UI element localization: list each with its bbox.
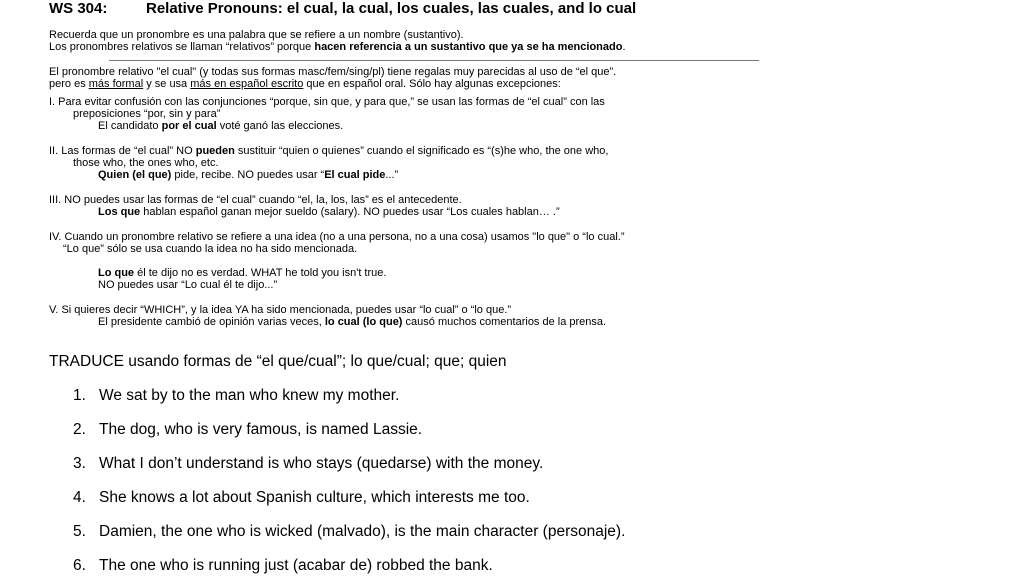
rule-1-example-bold: por el cual [161,120,217,132]
rule-2-example-d: ...” [385,169,399,181]
divider-rule [109,60,759,61]
traduce-heading: TRADUCE usando formas de “el que/cual”; lo que/cual; que; quien [49,353,507,370]
rule-5-example-a: El presidente cambió de opinión varias veces, [98,316,325,328]
exercise-number: 2. [73,421,86,438]
intro-line-2-bold: hacen referencia a un sustantivo que ya se ha mencionado [314,41,623,53]
exercise-item [73,523,625,541]
rule-3-example [98,206,560,219]
exercise-text: We sat by to the man who knew my mother. [99,387,400,404]
exercise-item [73,387,399,405]
rule-1-line-1: I. Para evitar confusión con las conjunciones “porque, sin que, y para que,” se usan las formas de “el cual” con las [49,96,605,108]
exercise-text: The dog, who is very famous, is named Lassie. [99,421,423,438]
rule-1-example-c: voté ganó las elecciones. [216,120,344,132]
general-line-2 [49,78,561,91]
intro-line-2-end: . [622,41,626,53]
rule-2-example [98,169,398,182]
exercise-number: 4. [73,489,86,506]
intro-line-2-text: Los pronombres relativos se llaman “relativos” porque [49,41,315,53]
general-text-a: pero es [49,78,89,90]
rule-3-example-bold: Los que [98,206,141,218]
intro-line-2 [49,41,626,54]
worksheet-code: WS 304: [49,0,108,17]
rule-2-bold: pueden [195,145,235,157]
exercise-text: Damien, the one who is wicked (malvado), is the main character (personaje). [99,523,626,540]
exercise-number: 3. [73,455,86,472]
rule-1-line-2: preposiciones “por, sin y para” [73,108,221,120]
rule-1-example [98,120,343,133]
exercise-item [73,489,530,507]
rule-4-line-1: IV. Cuando un pronombre relativo se refiere a una idea (no a una persona, no a una cosa) usamos "lo que" o “lo cual.” [49,231,625,243]
rule-5-example-bold: lo cual (lo que) [324,316,403,328]
rule-3-line-1: III. NO puedes usar las formas de “el cual” cuando “el, la, los, las” es el antecedente. [49,194,462,206]
rule-4-example-b: él te dijo no es verdad. WHAT he told you isn't true. [134,267,387,279]
rule-5-example [98,316,606,329]
general-text-c: y se usa [143,78,191,90]
exercise-item [73,557,493,575]
exercise-number: 6. [73,557,86,574]
rule-2-example-bold: Quien (el que) [98,169,172,181]
exercise-item [73,455,543,473]
exercise-text: What I don’t understand is who stays (quedarse) with the money. [99,455,544,472]
exercise-number: 1. [73,387,86,404]
general-underline-2: más en español escrito [190,78,304,90]
worksheet-title-text: Relative Pronouns: el cual, la cual, los cuales, las cuales, and lo cual [146,0,637,17]
general-line-1: El pronombre relativo "el cual" (y todas sus formas masc/fem/sing/pl) tiene regalas muy parecidas al uso de “el que”. [49,66,617,78]
exercise-number: 5. [73,523,86,540]
intro-line-1: Recuerda que un pronombre es una palabra que se refiere a un nombre (sustantivo). [49,29,464,41]
exercise-text: The one who is running just (acabar de) robbed the bank. [99,557,493,574]
rule-3-example-b: hablan español ganan mejor sueldo (salary). NO puedes usar “Los cuales hablan… .” [140,206,560,218]
rule-4-example-bold: Lo que [98,267,135,279]
general-underline-1: más formal [88,78,144,90]
rule-5-example-c: causó muchos comentarios de la prensa. [402,316,607,328]
rule-4-line-2: “Lo que” sólo se usa cuando la idea no ha sido mencionada. [63,243,358,255]
worksheet-title [49,0,636,17]
exercise-text: She knows a lot about Spanish culture, which interests me too. [99,489,530,506]
rule-2-example-bold-2: El cual pide [324,169,386,181]
rule-2-text-a: II. Las formas de “el cual” NO [49,145,196,157]
rule-2-text-c: sustituir “quien o quienes” cuando el significado es “(s)he who, the one who, [234,145,609,157]
rule-1-example-a: El candidato [98,120,162,132]
exercise-item [73,421,422,439]
general-text-e: que en español oral. Sólo hay algunas excepciones: [303,78,561,90]
rule-5-line-1: V. Si quieres decir “WHICH”, y la idea YA ha sido mencionada, puedes usar “lo cual” o “lo que.” [49,304,512,316]
rule-2-line-2: those who, the ones who, etc. [73,157,219,169]
rule-2-example-b: pide, recibe. NO puedes usar “ [171,169,325,181]
rule-4-example-2: NO puedes usar “Lo cual él te dijo...” [98,279,278,291]
